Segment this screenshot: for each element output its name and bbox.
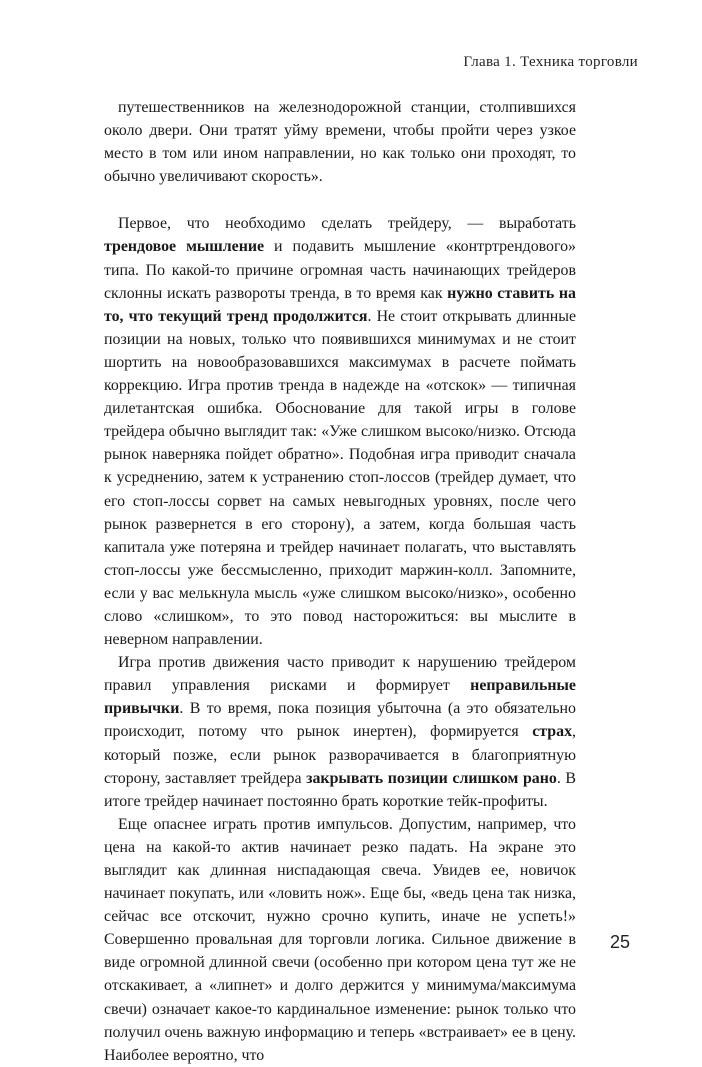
paragraph-against-movement	[104, 651, 576, 813]
p2-text-4: . В итоге трейдер начинает постоянно брать короткие тейк-профиты.	[104, 769, 576, 810]
p1-bold-trend-thinking: трендовое мышление	[104, 238, 265, 256]
body-text	[104, 96, 576, 1067]
page-number: 25	[609, 932, 630, 952]
p2-text-2: . В то время, пока позиция убыточна (а это обязательно происходит, потому что рынок инертен), формируется	[104, 700, 576, 741]
paragraph-gap	[104, 188, 576, 212]
p3-text-1: Еще опаснее играть против импульсов. Допустим, например, что цена на какой-то актив начинает резко падать. На экране это выглядит как длинная ниспадающая свеча. Увидев ее, новичок начинает покупать, или «ловить нож». Еще бы, «ведь цена так низка, сейчас все отскочит, нужно срочно купить, иначе не успеть!» Совершенно провальная для торговли логика. Сильное движение в виде огромной длинной свечи (особенно при котором цена тут же не отскакивает, а «липнет» и долго держится у минимума/максимума свечи) означает какое-то кардинальное изменение: рынок только что получил очень важную информацию и теперь «встраивает» ее в цену. Наиболее вероятно, что	[104, 815, 576, 1064]
p2-text-3: , который позже, если рынок разворачивается в благоприятную сторону, заставляет трейдера	[104, 723, 576, 787]
p1-text-3: . Не стоит открывать длинные позиции на новых, только что появившихся минимумах и не стоит шортить на новообразовавшихся максимумах в расчете поймать коррекцию. Игра против тренда в надежде на «отскок» — типичная дилетантская ошибка. Обоснование для такой игры в голове трейдера обычно выглядит так: «Уже слишком высоко/низко. Отсюда рынок наверняка пойдет обратно». Подобная игра приводит сначала к усреднению, затем к устранению стоп-лоссов (трейдер думает, что его стоп-лоссы сорвет на самых невыгодных уровнях, после чего рынок развернется в его сторону), а затем, когда большая часть капитала уже потеряна и трейдер начинает полагать, что выставлять стоп-лоссы уже бессмысленно, приходит маржин-колл. Запомните, если у вас мелькнула мысль «уже слишком высоко/низко», особенно слово «слишком», то это повод насторожиться: вы мыслите в неверном направлении.	[104, 307, 576, 649]
p2-bold-close-early: закрывать позиции слишком рано	[306, 769, 557, 787]
p2-text-1: Игра против движения часто приводит к нарушению трейдером правил управления рисками и формирует	[104, 654, 576, 695]
quote-continuation: путешественников на железнодорожной станции, столпившихся около двери. Они тратят уйму времени, чтобы пройти через узкое место в том или ином направлении, но как только они проходят, то обычно увеличивают скорость».	[104, 99, 576, 186]
p1-text-2: и подавить мышление «контртрендового» типа. По какой-то причине огромная часть начинающих трейдеров склонны искать развороты тренда, в то время как	[104, 238, 576, 302]
p2-bold-wrong-habits: неправильные привычки	[104, 677, 576, 718]
p1-bold-trend-continues: нужно ставить на то, что текущий тренд продолжится	[104, 284, 576, 325]
running-header: Глава 1. Техника торговли	[463, 54, 638, 70]
paragraph-against-impulses	[104, 813, 576, 1067]
paragraph-trend-thinking	[104, 212, 576, 651]
p1-text-1: Первое, что необходимо сделать трейдеру, — выработать	[118, 215, 576, 233]
p2-bold-fear: страх	[532, 723, 573, 741]
